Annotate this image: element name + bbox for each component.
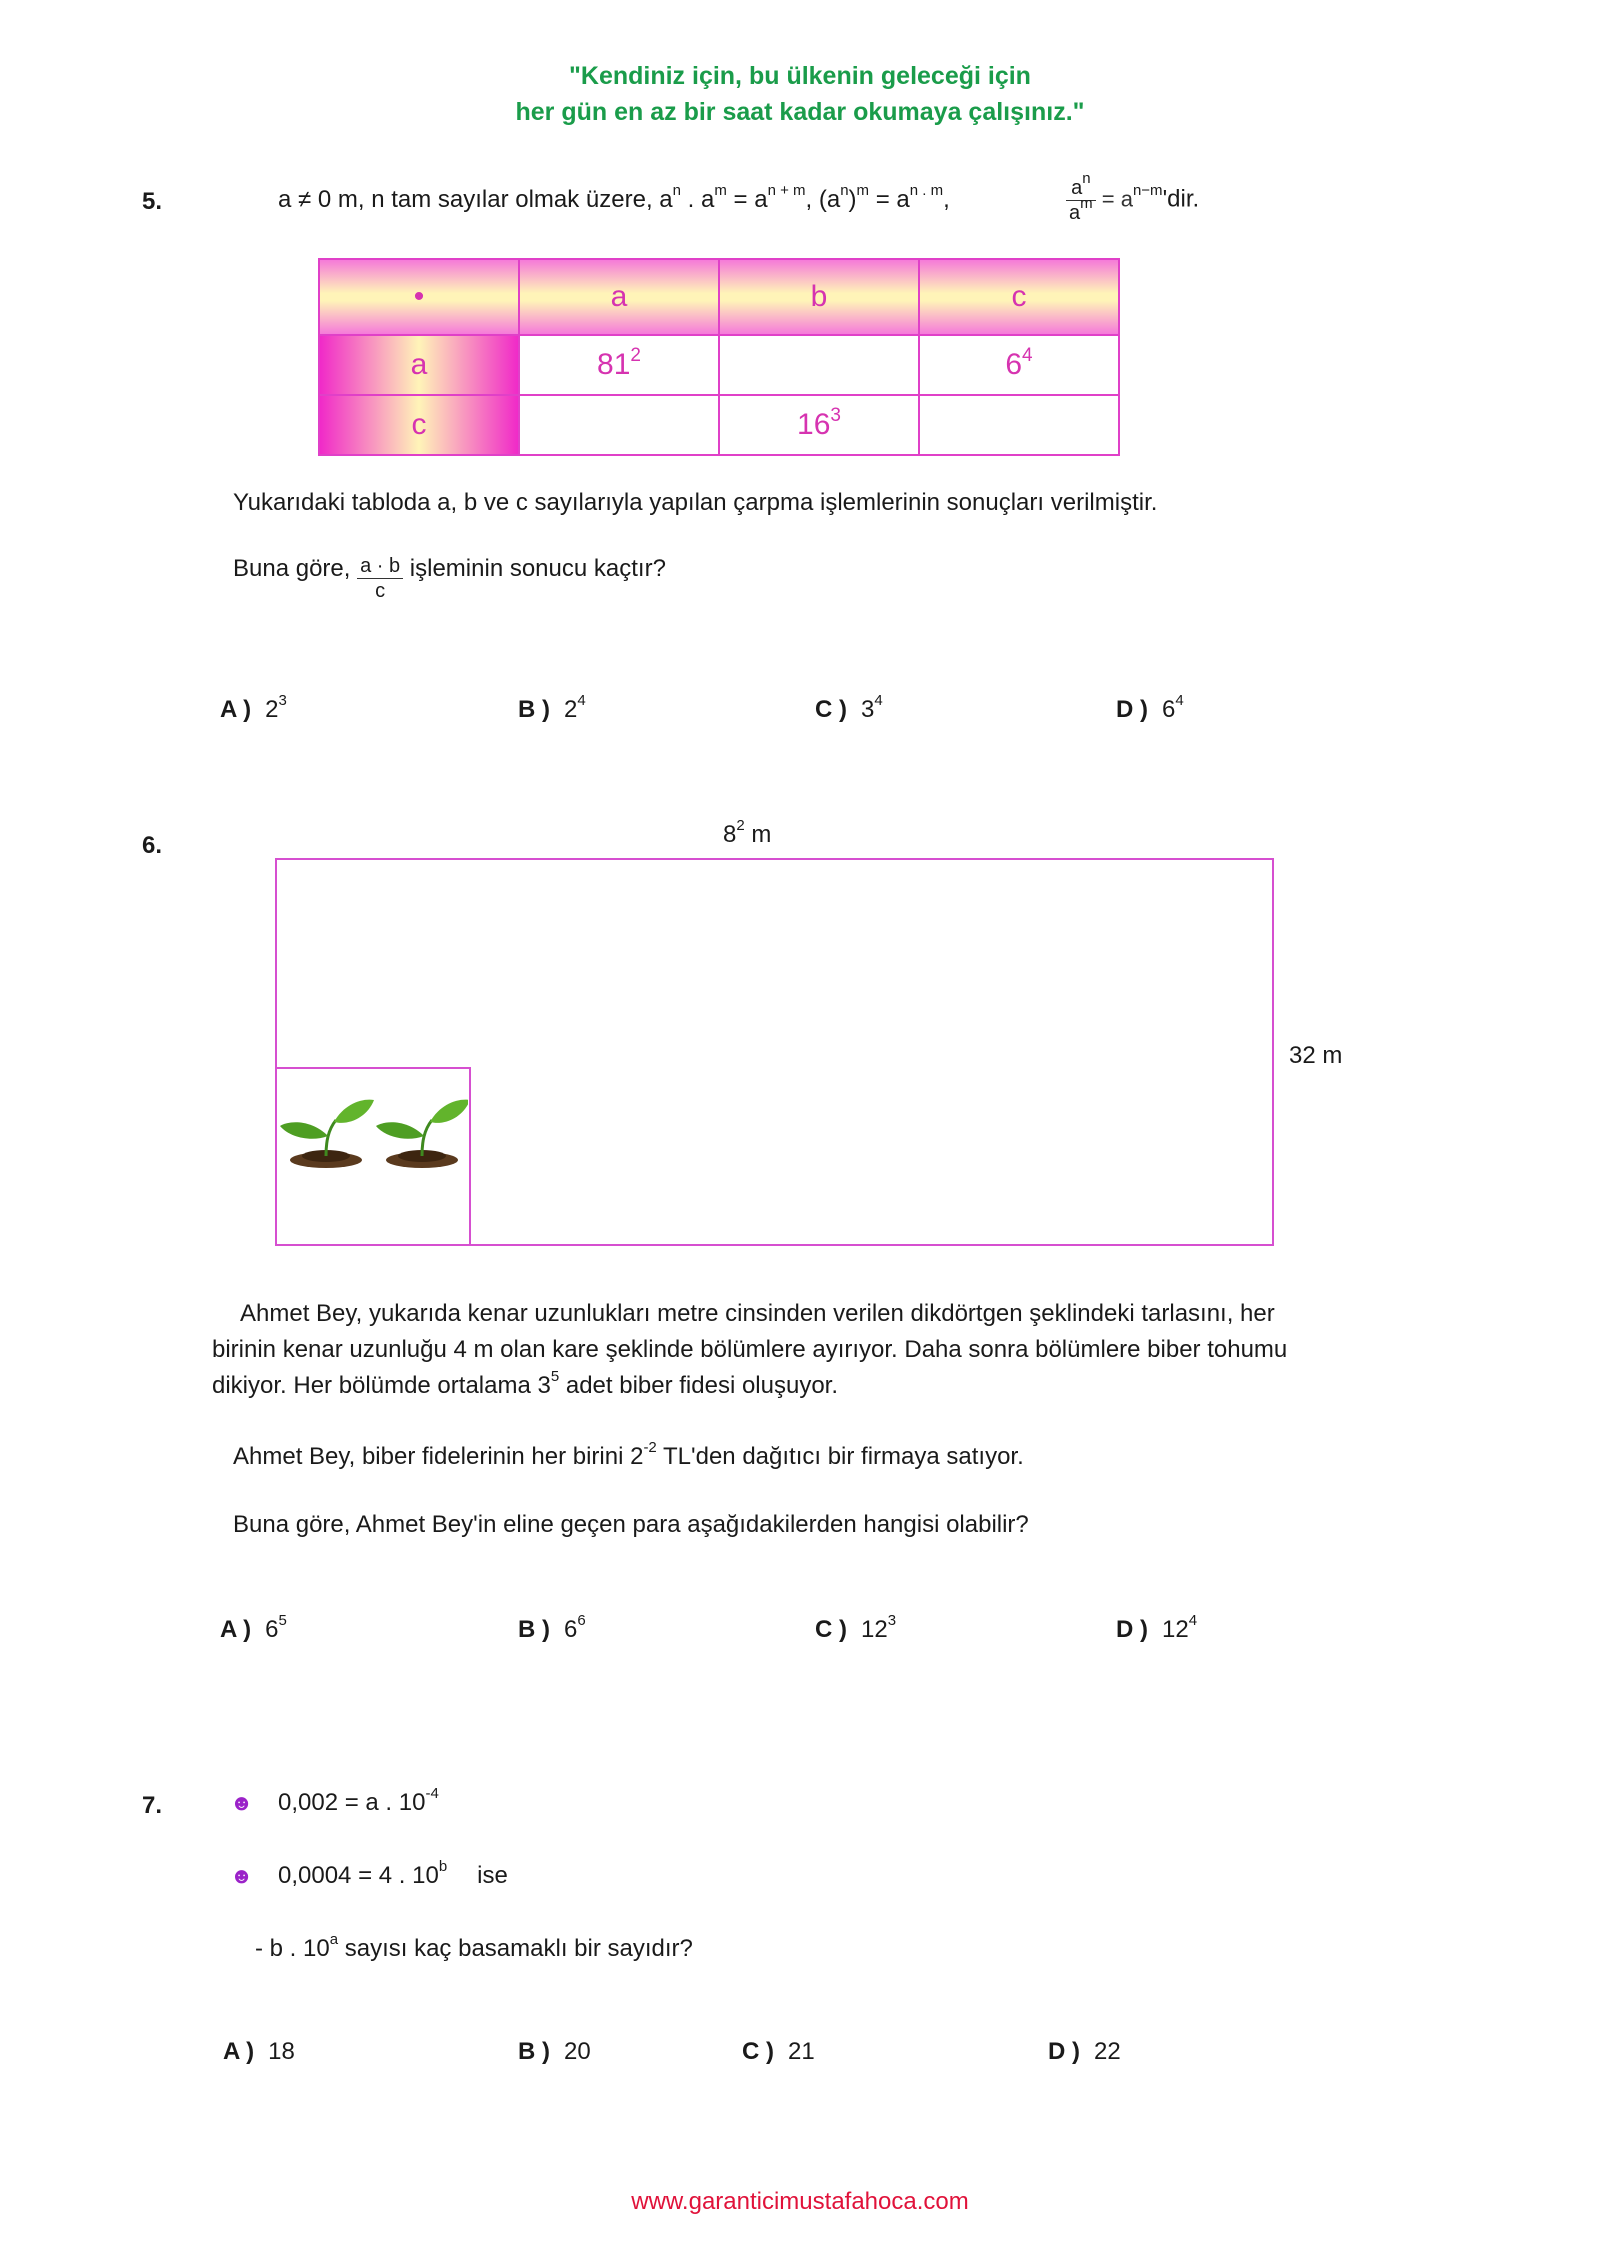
- table-cell: $6^4$: [919, 335, 1119, 395]
- q6-option-a[interactable]: A ) $6^5$: [220, 1612, 287, 1643]
- quotient-fraction: $\frac{a^n}{a^m}$: [1066, 176, 1096, 225]
- question-6-number: 6.: [142, 832, 163, 859]
- table-cell: $81^2$: [519, 335, 719, 395]
- multiplication-table: [318, 258, 1120, 456]
- q5-option-b[interactable]: B ) $2^4$: [518, 692, 586, 723]
- q5-option-d[interactable]: D ) $6^4$: [1116, 692, 1184, 723]
- q7-option-a[interactable]: A ) 18: [223, 2038, 295, 2065]
- q6-option-d[interactable]: D ) $12^4$: [1116, 1612, 1198, 1643]
- motivational-quote: [0, 58, 1600, 130]
- q5-option-a[interactable]: A ) $2^3$: [220, 692, 287, 723]
- q7-question: - b . 10$^a$ sayısı kaç basamaklı bir sayıdır?: [255, 1931, 693, 1962]
- field-width-label: $8^2$ m: [723, 817, 772, 848]
- table-header-a: a: [519, 259, 719, 335]
- q6-paragraph-1: Ahmet Bey, yukarıda kenar uzunlukları metre cinsinden verilen dikdörtgen şeklindeki tarlasını, her birinin kenar uzunluğu 4 m olan kare şeklinde bölümlere ayırıyor. Daha sonra bölümlere biber tohumu dikiyor. Her bölümde ortalama $3^5$ adet biber fidesi oluşuyor.: [212, 1300, 1288, 1399]
- exponent-rule: a ≠ 0 m, n tam sayılar olmak üzere, $a^n$ . $a^m = a^{n + m}$, $(a^n)^m = a^{n . m}$,: [278, 182, 950, 213]
- q7-option-b[interactable]: B ) 20: [518, 2038, 591, 2065]
- website-link[interactable]: www.garanticimustafahoca.com: [631, 2188, 969, 2215]
- q5-option-c[interactable]: C ) $3^4$: [815, 692, 883, 723]
- q6-question: Buna göre, Ahmet Bey'in eline geçen para aşağıdakilerden hangisi olabilir?: [233, 1511, 1029, 1538]
- q5-description: Yukarıdaki tabloda a, b ve c sayılarıyla yapılan çarpma işlemlerinin sonuçları verilmiştir.: [233, 489, 1158, 516]
- q7-option-d[interactable]: D ) 22: [1048, 2038, 1121, 2065]
- table-header-op: •: [319, 259, 519, 335]
- table-header-b: b: [719, 259, 919, 335]
- quotient-rule: $\frac{a^n}{a^m}$ = $a^{n-m}'dir$.: [1066, 176, 1199, 225]
- smiley-bullet-icon: ☻: [230, 1863, 254, 1888]
- question-5-number: 5.: [142, 188, 163, 215]
- smiley-bullet-icon: ☻: [230, 1790, 254, 1815]
- q7-equation-1: 0,002 = a . $10^{-4}$: [278, 1785, 439, 1816]
- table-row: [319, 335, 1119, 395]
- table-cell: $16^3$: [719, 395, 919, 455]
- question-7-number: 7.: [142, 1792, 163, 1819]
- q6-paragraph-2: Ahmet Bey, biber fidelerinin her birini $2^{-2}$ TL'den dağıtıcı bir firmaya satıyor.: [233, 1439, 1024, 1470]
- table-cell: [919, 395, 1119, 455]
- q6-option-b[interactable]: B ) $6^6$: [518, 1612, 586, 1643]
- table-header-row: [319, 259, 1119, 335]
- q7-option-c[interactable]: C ) 21: [742, 2038, 815, 2065]
- table-cell: [519, 395, 719, 455]
- q5-question: Buna göre, $\frac{a \cdot b}{c}$ işleminin sonucu kaçtır?: [233, 555, 666, 602]
- seedling-icon: [278, 1090, 468, 1170]
- table-cell: [719, 335, 919, 395]
- abc-fraction: $\frac{a \cdot b}{c}$: [357, 554, 403, 603]
- q6-option-c[interactable]: C ) $12^3$: [815, 1612, 897, 1643]
- quote-line-2: her gün en az bir saat kadar okumaya çalışınız.": [515, 98, 1085, 126]
- q7-equation-2: 0,0004 = 4 . 10$^b$ ise: [278, 1858, 508, 1889]
- table-row-label: c: [319, 395, 519, 455]
- field-height-label: 32 m: [1289, 1042, 1343, 1069]
- table-header-c: c: [919, 259, 1119, 335]
- table-row-label: a: [319, 335, 519, 395]
- quote-line-1: "Kendiniz için, bu ülkenin geleceği için: [569, 62, 1031, 90]
- table-row: [319, 395, 1119, 455]
